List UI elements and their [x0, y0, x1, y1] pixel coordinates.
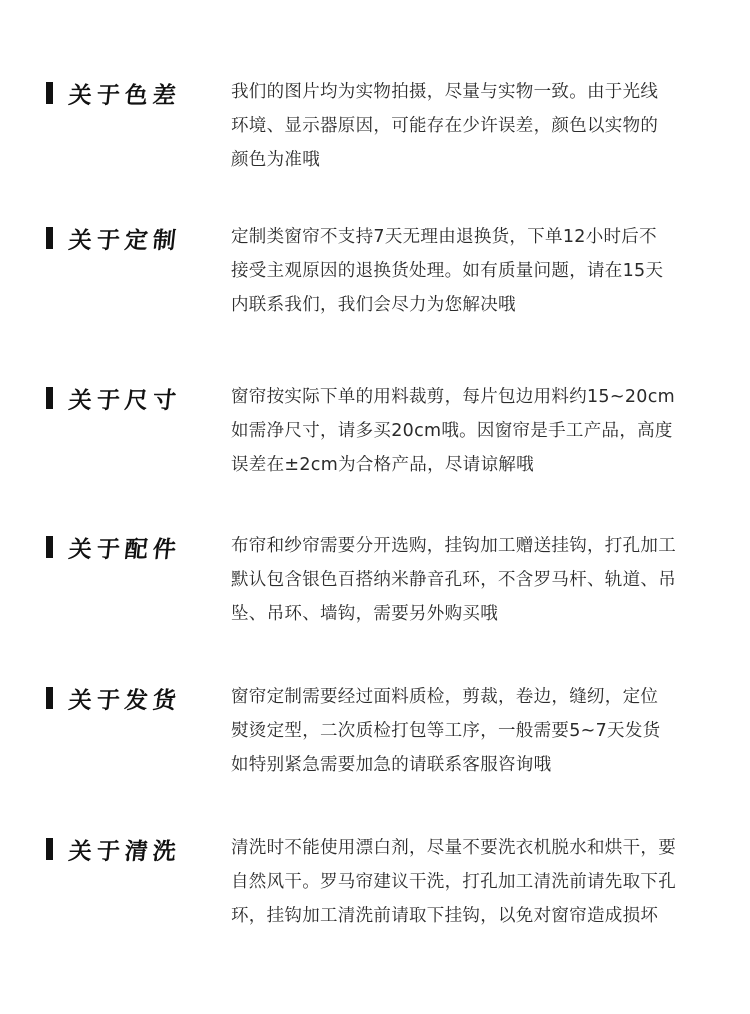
section-heading: [46, 224, 181, 252]
body-line: 布帘和纱帘需要分开选购，挂钩加工赠送挂钩，打孔加工: [231, 536, 676, 556]
section-heading: [46, 79, 181, 107]
body-line: 坠、吊环、墙钩，需要另外购买哦: [231, 604, 498, 624]
section-heading: [46, 684, 181, 712]
body-line: 我们的图片均为实物拍摄，尽量与实物一致。由于光线: [231, 82, 659, 102]
body-line: 定制类窗帘不支持7天无理由退换货，下单12小时后不: [231, 227, 657, 247]
body-line: 内联系我们，我们会尽力为您解决哦: [231, 295, 516, 315]
section-title: 关于色差: [67, 82, 183, 109]
section-body: [231, 75, 713, 177]
heading-bar: [46, 687, 53, 709]
section-heading: [46, 835, 181, 863]
section-body: [231, 680, 713, 782]
section-title: 关于配件: [67, 536, 183, 563]
body-line: 自然风干。罗马帘建议干洗，打孔加工清洗前请先取下孔: [231, 872, 676, 892]
body-line: 颜色为准哦: [231, 150, 320, 170]
section-title: 关于尺寸: [67, 387, 183, 414]
body-line: 窗帘定制需要经过面料质检，剪裁，卷边，缝纫，定位: [231, 687, 659, 707]
body-line: 如需净尺寸，请多买20cm哦。因窗帘是手工产品，高度: [231, 421, 673, 441]
body-line: 清洗时不能使用漂白剂，尽量不要洗衣机脱水和烘干，要: [231, 838, 676, 858]
body-line: 默认包含银色百搭纳米静音孔环，不含罗马杆、轨道、吊: [231, 570, 676, 590]
heading-bar: [46, 838, 53, 860]
body-line: 环境、显示器原因，可能存在少许误差，颜色以实物的: [231, 116, 659, 136]
heading-bar: [46, 387, 53, 409]
heading-bar: [46, 227, 53, 249]
body-line: 环，挂钩加工清洗前请取下挂钩，以免对窗帘造成损坏: [231, 906, 659, 926]
section-title: 关于发货: [67, 687, 183, 714]
body-line: 熨烫定型，二次质检打包等工序，一般需要5~7天发货: [231, 721, 661, 741]
section-title: 关于定制: [67, 227, 183, 254]
section-title: 关于清洗: [67, 838, 183, 865]
body-line: 误差在±2cm为合格产品，尽请谅解哦: [231, 455, 534, 475]
heading-bar: [46, 536, 53, 558]
body-line: 如特别紧急需要加急的请联系客服咨询哦: [231, 755, 552, 775]
body-line: 窗帘按实际下单的用料裁剪，每片包边用料约15~20cm: [231, 387, 675, 407]
heading-bar: [46, 82, 53, 104]
section-body: [231, 529, 713, 631]
section-body: [231, 220, 713, 322]
section-body: [231, 380, 713, 482]
section-heading: [46, 384, 181, 412]
section-body: [231, 831, 713, 933]
body-line: 接受主观原因的退换货处理。如有质量问题，请在15天: [231, 261, 664, 281]
section-heading: [46, 533, 181, 561]
